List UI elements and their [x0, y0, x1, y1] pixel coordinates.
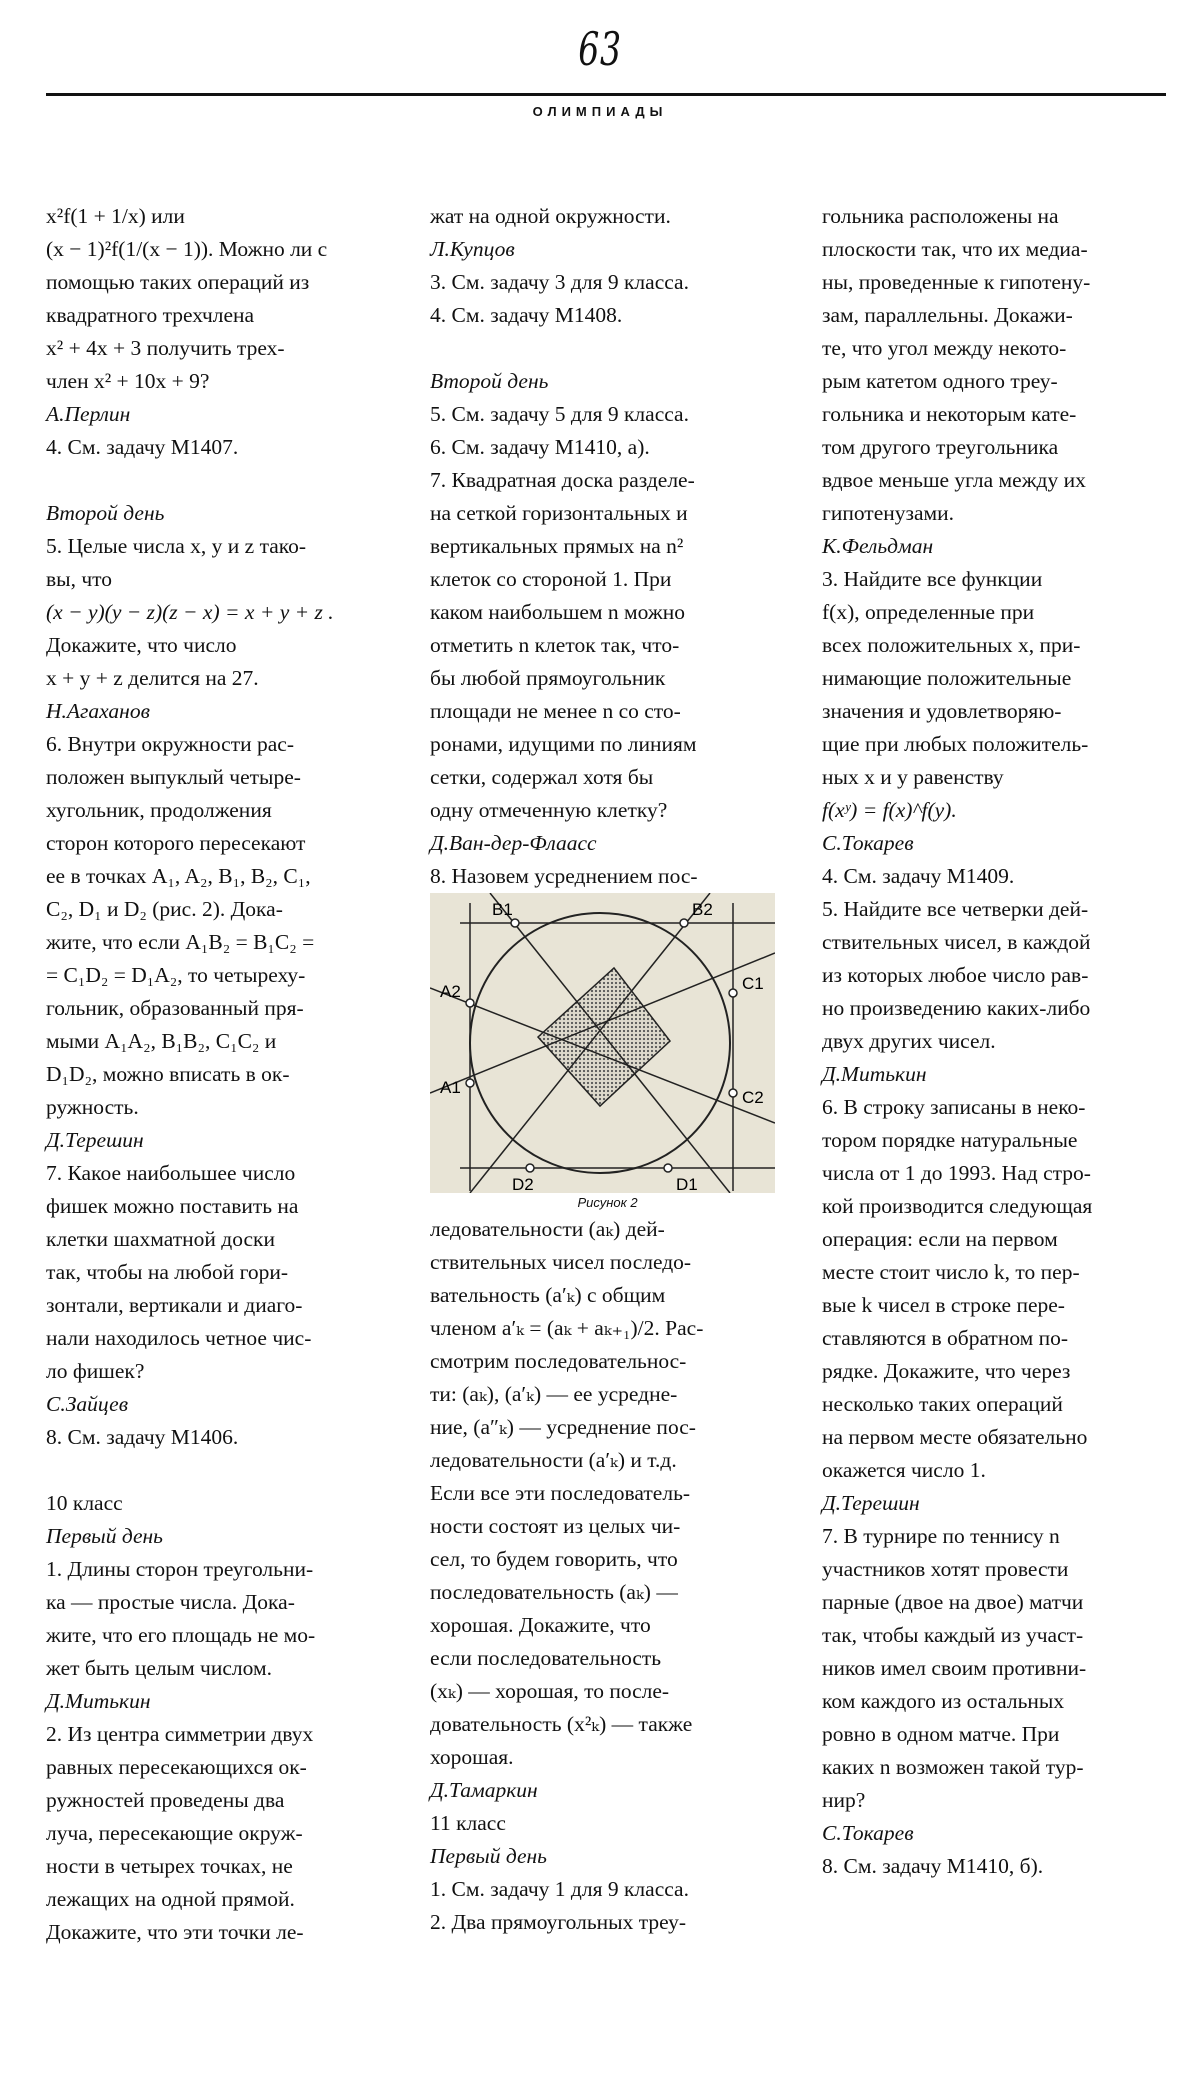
text-line: вы, что [46, 567, 113, 591]
problem-4: 4. См. задачу М1407. [46, 435, 239, 459]
text-line: членом a′ₖ = (aₖ + aₖ₊₁)/2. Рас- [430, 1316, 704, 1340]
column-3 [822, 200, 1177, 1883]
label-a2: A2 [440, 982, 461, 1001]
text-line: 5. Найдите все четверки дей- [822, 897, 1089, 921]
label-d2: D2 [512, 1175, 534, 1193]
problem-5: 5. См. задачу 5 для 9 класса. [430, 402, 689, 426]
label-a1: A1 [440, 1078, 461, 1097]
author: С.Зайцев [46, 1392, 129, 1416]
text-line: x²f(1 + 1/x) или [46, 204, 185, 228]
problem-2: 2. Два прямоугольных треу- [430, 1910, 687, 1934]
text-line: каком наибольшем n можно [430, 600, 685, 624]
text-line: вые k чисел в строке пере- [822, 1293, 1065, 1317]
text-line: каких n возможен такой тур- [822, 1755, 1084, 1779]
header-rule [46, 93, 1166, 96]
text-line: жет быть целым числом. [46, 1656, 272, 1680]
text-line: ных x и y равенству [822, 765, 1004, 789]
text-line: нир? [822, 1788, 866, 1812]
author: Д.Ван-дер-Флаасс [430, 831, 597, 855]
text-line: хугольник, продолжения [46, 798, 272, 822]
text-line: сторон которого пересекают [46, 831, 306, 855]
text-line: x + y + z делится на 27. [46, 666, 259, 690]
text-line: жите, что его площадь не мо- [46, 1623, 316, 1647]
text-line: Докажите, что число [46, 633, 237, 657]
text-line: фишек можно поставить на [46, 1194, 299, 1218]
text-line: бы любой прямоугольник [430, 666, 666, 690]
problem-8: 8. См. задачу М1406. [46, 1425, 239, 1449]
text-line: двух других чисел. [822, 1029, 996, 1053]
author: Д.Митькин [822, 1062, 927, 1086]
text-line: клетки шахматной доски [46, 1227, 275, 1251]
point-d1 [664, 1164, 672, 1172]
text-line: кой производится следующая [822, 1194, 1093, 1218]
text-line: из которых любое число рав- [822, 963, 1089, 987]
point-a2 [466, 999, 474, 1007]
text-line: ком каждого из остальных [822, 1689, 1065, 1713]
text-line: окажется число 1. [822, 1458, 986, 1482]
point-a1 [466, 1079, 474, 1087]
text-line: (x − y)(y − z)(z − x) = x + y + z . [46, 600, 334, 624]
text-line: гольника и некоторым кате- [822, 402, 1077, 426]
label-d1: D1 [676, 1175, 698, 1193]
text-line: сел, то будем говорить, что [430, 1547, 678, 1571]
text-line: ности в четырех точках, не [46, 1854, 293, 1878]
day-heading: Первый день [46, 1524, 163, 1548]
text-line: ние, (a″ₖ) — усреднение пос- [430, 1415, 696, 1439]
text-line: последовательность (aₖ) — [430, 1580, 678, 1604]
text-line: клеток со стороной 1. При [430, 567, 672, 591]
geometry-figure [430, 893, 775, 1193]
text-line: щие при любых положитель- [822, 732, 1089, 756]
text-line: C₂, D₁ и D₂ (рис. 2). Дока- [46, 897, 283, 921]
text-line: операция: если на первом [822, 1227, 1058, 1251]
text-line: жат на одной окружности. [430, 204, 671, 228]
text-line: ти: (aₖ), (a′ₖ) — ее усредне- [430, 1382, 678, 1406]
text-line: те, что угол между некото- [822, 336, 1067, 360]
point-c1 [729, 989, 737, 997]
text-line: (xₖ) — хорошая, то после- [430, 1679, 670, 1703]
point-d2 [526, 1164, 534, 1172]
text-line: положен выпуклый четыре- [46, 765, 301, 789]
text-line: 7. В турнире по теннису n [822, 1524, 1060, 1548]
text-line: 3. Найдите все функции [822, 567, 1043, 591]
text-line: 6. Внутри окружности рас- [46, 732, 294, 756]
author: К.Фельдман [822, 534, 934, 558]
text-line: 2. Из центра симметрии двух [46, 1722, 314, 1746]
text-line: луча, пересекающие окруж- [46, 1821, 303, 1845]
author: А.Перлин [46, 402, 131, 426]
text-line: 7. Какое наибольшее число [46, 1161, 296, 1185]
text-line: на сеткой горизонтальных и [430, 501, 688, 525]
label-c2: C2 [742, 1088, 764, 1107]
text-line: ставляются в обратном по- [822, 1326, 1069, 1350]
text-line: вертикальных прямых на n² [430, 534, 684, 558]
text-line: 6. В строку записаны в неко- [822, 1095, 1086, 1119]
text-line: ствительных чисел последо- [430, 1250, 692, 1274]
problem-6: 6. См. задачу М1410, а). [430, 435, 650, 459]
text-line: = C₁D₂ = D₁A₂, то четыреху- [46, 963, 306, 987]
text-line: сетки, содержал хотя бы [430, 765, 654, 789]
text-line: вательность (a′ₖ) с общим [430, 1283, 666, 1307]
point-b1 [511, 919, 519, 927]
text-line: 5. Целые числа x, y и z тако- [46, 534, 307, 558]
text-line: одну отмеченную клетку? [430, 798, 668, 822]
text-line: член x² + 10x + 9? [46, 369, 210, 393]
text-line: том другого треугольника [822, 435, 1059, 459]
text-line: нимающие положительные [822, 666, 1072, 690]
text-line: ло фишек? [46, 1359, 145, 1383]
text-line: Докажите, что эти точки ле- [46, 1920, 304, 1944]
text-line: гипотенузами. [822, 501, 955, 525]
text-line: но произведению каких-либо [822, 996, 1091, 1020]
text-line: жите, что если A₁B₂ = B₁C₂ = [46, 930, 315, 954]
point-b2 [680, 919, 688, 927]
grade-heading: 10 класс [46, 1491, 123, 1515]
day-heading: Второй день [430, 369, 549, 393]
text-line: так, чтобы каждый из участ- [822, 1623, 1084, 1647]
author: С.Токарев [822, 1821, 914, 1845]
text-line: гольник, образованный пря- [46, 996, 304, 1020]
text-line: (x − 1)²f(1/(x − 1)). Можно ли с [46, 237, 328, 261]
text-line: зам, параллельны. Докажи- [822, 303, 1073, 327]
author: Д.Митькин [46, 1689, 151, 1713]
section-title: ОЛИМПИАДЫ [532, 104, 668, 119]
text-line: несколько таких операций [822, 1392, 1063, 1416]
problem-4: 4. См. задачу М1409. [822, 864, 1015, 888]
figure-2 [430, 893, 785, 1213]
author: Н.Агаханов [46, 699, 150, 723]
author: Д.Тамаркин [430, 1778, 538, 1802]
text-line: так, чтобы на любой гори- [46, 1260, 289, 1284]
text-line: значения и удовлетворяю- [822, 699, 1062, 723]
column-2 [430, 200, 785, 1939]
text-line: нали находилось четное чис- [46, 1326, 312, 1350]
text-line: рядке. Докажите, что через [822, 1359, 1071, 1383]
problem-1: 1. См. задачу 1 для 9 класса. [430, 1877, 689, 1901]
text-line: 1. Длины сторон треугольни- [46, 1557, 314, 1581]
problem-4: 4. См. задачу М1408. [430, 303, 623, 327]
page-number: 63 [578, 22, 622, 76]
text-line: тором порядке натуральные [822, 1128, 1078, 1152]
problem-8: 8. См. задачу М1410, б). [822, 1854, 1044, 1878]
text-line: ружностей проведены два [46, 1788, 285, 1812]
text-line: ронами, идущими по линиям [430, 732, 697, 756]
text-line: ствительных чисел, в каждой [822, 930, 1091, 954]
label-b2: B2 [692, 900, 713, 919]
text-line: площади не менее n со сто- [430, 699, 681, 723]
text-line: вдвое меньше угла между их [822, 468, 1086, 492]
author: Д.Терешин [46, 1128, 144, 1152]
text-line: ны, проведенные к гипотену- [822, 270, 1091, 294]
grade-heading: 11 класс [430, 1811, 506, 1835]
text-line: отметить n клеток так, что- [430, 633, 680, 657]
problem-3: 3. См. задачу 3 для 9 класса. [430, 270, 689, 294]
text-line: квадратного трехчлена [46, 303, 255, 327]
text-line: ников имел своим противни- [822, 1656, 1087, 1680]
text-line: смотрим последовательнос- [430, 1349, 687, 1373]
text-line: ка — простые числа. Дока- [46, 1590, 295, 1614]
author: Л.Купцов [430, 237, 515, 261]
text-line: x² + 4x + 3 получить трех- [46, 336, 285, 360]
text-line: ровно в одном матче. При [822, 1722, 1060, 1746]
point-c2 [729, 1089, 737, 1097]
text-line: 7. Квадратная доска разделе- [430, 468, 695, 492]
text-line: зонтали, вертикали и диаго- [46, 1293, 303, 1317]
text-line: f(xʸ) = f(x)^f(y). [822, 798, 957, 822]
label-b1: B1 [492, 900, 513, 919]
text-line: помощью таких операций из [46, 270, 310, 294]
day-heading: Второй день [46, 501, 165, 525]
text-line: довательность (x²ₖ) — также [430, 1712, 693, 1736]
author: С.Токарев [822, 831, 914, 855]
text-line: ружность. [46, 1095, 139, 1119]
column-1 [46, 200, 398, 1949]
text-line: если последовательность [430, 1646, 662, 1670]
text-line: Если все эти последователь- [430, 1481, 691, 1505]
text-line: равных пересекающихся ок- [46, 1755, 307, 1779]
text-line: на первом месте обязательно [822, 1425, 1088, 1449]
text-line: плоскости так, что их медиа- [822, 237, 1088, 261]
text-line: лежащих на одной прямой. [46, 1887, 295, 1911]
text-line: ледовательности (aₖ) дей- [430, 1217, 665, 1241]
text-line: 8. Назовем усреднением пос- [430, 864, 698, 888]
text-line: f(x), определенные при [822, 600, 1035, 624]
label-c1: C1 [742, 974, 764, 993]
text-line: ности состоят из целых чи- [430, 1514, 681, 1538]
day-heading: Первый день [430, 1844, 547, 1868]
text-line: мыми A₁A₂, B₁B₂, C₁C₂ и [46, 1029, 277, 1053]
text-line: хорошая. Докажите, что [430, 1613, 651, 1637]
text-line: парные (двое на двое) матчи [822, 1590, 1084, 1614]
author: Д.Терешин [822, 1491, 920, 1515]
text-line: D₁D₂, можно вписать в ок- [46, 1062, 290, 1086]
text-line: всех положительных x, при- [822, 633, 1081, 657]
text-line: хорошая. [430, 1745, 514, 1769]
text-line: рым катетом одного треу- [822, 369, 1058, 393]
text-line: гольника расположены на [822, 204, 1059, 228]
text-line: ледовательности (a′ₖ) и т.д. [430, 1448, 677, 1472]
figure-caption: Рисунок 2 [577, 1195, 638, 1210]
text-line: ее в точках A₁, A₂, B₁, B₂, C₁, [46, 864, 311, 888]
text-line: участников хотят провести [822, 1557, 1069, 1581]
text-line: месте стоит число k, то пер- [822, 1260, 1080, 1284]
text-line: числа от 1 до 1993. Над стро- [822, 1161, 1091, 1185]
